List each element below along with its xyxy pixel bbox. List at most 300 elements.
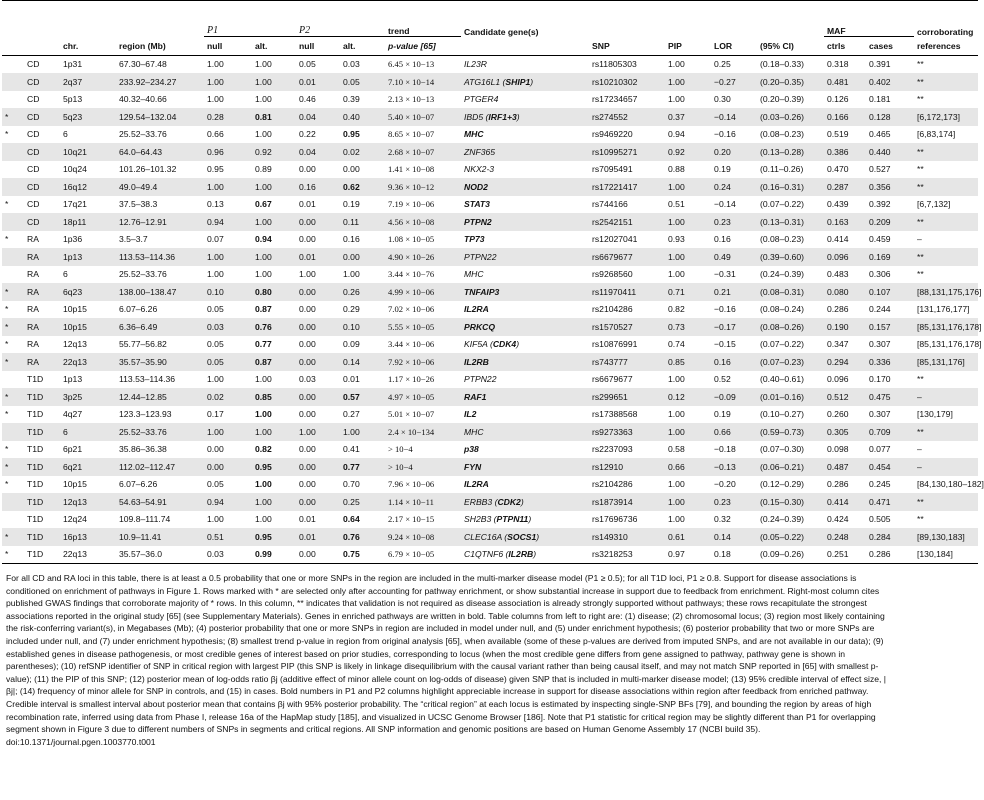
cell-snp: rs17234657 bbox=[592, 94, 638, 105]
cell-lor: −0.17 bbox=[711, 318, 757, 336]
cell-trend-pvalue: 4.56 × 10−08 bbox=[385, 213, 461, 231]
cell-lor: 0.20 bbox=[711, 143, 757, 161]
cell-maf-ctrls: 0.080 bbox=[824, 283, 866, 301]
cell-lor: −0.14 bbox=[711, 108, 757, 126]
cell-chr: 5q23 bbox=[60, 108, 116, 126]
cell-p1-alt: 0.85 bbox=[252, 388, 296, 406]
cell-maf-ctrls: 0.414 bbox=[827, 234, 849, 245]
cell-disease: T1D bbox=[24, 493, 60, 511]
gene-name: NKX2-3 bbox=[464, 164, 495, 175]
cell-p2-null: 1.00 bbox=[296, 423, 340, 441]
cell-star bbox=[2, 493, 24, 511]
cell-star bbox=[2, 213, 24, 231]
cell-lor: 0.52 bbox=[714, 374, 731, 385]
cell-snp: rs1873914 bbox=[589, 493, 665, 511]
cell-chr: 6 bbox=[63, 129, 68, 140]
cell-ci: (0.40–0.61) bbox=[760, 374, 804, 385]
cell-star: * bbox=[2, 388, 24, 406]
cell-p1-alt: 0.82 bbox=[255, 444, 272, 455]
cell-region: 113.53–114.36 bbox=[116, 248, 204, 266]
cell-p1-null: 0.94 bbox=[204, 213, 252, 231]
cell-pip: 0.58 bbox=[668, 444, 685, 455]
cell-trend-pvalue: 1.08 × 10−05 bbox=[388, 234, 435, 245]
cell-region: 12.44–12.85 bbox=[116, 388, 204, 406]
pathway-gene: RAF1 bbox=[464, 391, 487, 402]
cell-chr: 3p25 bbox=[60, 388, 116, 406]
cell-trend-pvalue: 5.01 × 10−07 bbox=[388, 409, 435, 420]
table-row bbox=[2, 546, 978, 564]
cell-chr: 12q13 bbox=[60, 493, 116, 511]
cell-pip: 1.00 bbox=[665, 493, 711, 511]
cell-lor: 0.24 bbox=[711, 178, 757, 196]
cell-p1-alt: 1.00 bbox=[255, 59, 272, 70]
cell-star bbox=[2, 511, 24, 529]
cell-star: * bbox=[2, 108, 24, 126]
pathway-gene: TNFAIP3 bbox=[464, 286, 500, 297]
cell-maf-ctrls: 0.286 bbox=[827, 479, 849, 490]
cell-trend-pvalue: > 10−4 bbox=[385, 458, 461, 476]
cell-star: * bbox=[5, 479, 9, 490]
cell-references: ** bbox=[914, 178, 978, 196]
cell-lor: −0.15 bbox=[714, 339, 736, 350]
cell-p2-alt: 0.00 bbox=[343, 164, 360, 175]
cell-maf-cases: 0.245 bbox=[869, 479, 891, 490]
cell-p2-null: 0.00 bbox=[296, 283, 340, 301]
cell-maf-ctrls: 0.519 bbox=[827, 129, 849, 140]
cell-p2-alt: 1.00 bbox=[340, 423, 385, 441]
cell-pip: 0.51 bbox=[668, 199, 685, 210]
cell-p2-null: 0.22 bbox=[299, 129, 316, 140]
doi-text: doi:10.1371/journal.pgen.1003770.t001 bbox=[6, 736, 156, 747]
cell-snp: rs1570527 bbox=[589, 318, 665, 336]
cell-disease: RA bbox=[24, 318, 60, 336]
gene-name: ERBB3 ( bbox=[464, 496, 498, 507]
gene-name: IBD5 ( bbox=[464, 111, 489, 122]
cell-p2-alt: 0.62 bbox=[340, 178, 385, 196]
cell-pip: 0.94 bbox=[668, 129, 685, 140]
cell-maf-cases: 0.356 bbox=[866, 178, 914, 196]
cell-p1-alt: 0.94 bbox=[255, 234, 272, 245]
cell-maf-cases: 0.459 bbox=[869, 234, 891, 245]
cell-star bbox=[2, 91, 24, 109]
cell-references: ** bbox=[914, 493, 978, 511]
pathway-gene: CDK2 bbox=[497, 496, 521, 507]
cell-maf-ctrls: 0.414 bbox=[824, 493, 866, 511]
gene-name: ) bbox=[528, 514, 532, 525]
cell-snp: rs9268560 bbox=[592, 269, 633, 280]
cell-gene bbox=[461, 493, 589, 511]
cell-gene bbox=[461, 213, 589, 231]
cell-pip: 1.00 bbox=[668, 59, 685, 70]
footnote-text: For all CD and RA loci in this table, there is at least a 0.5 probability that one or more SNPs in the region are included in the multi-marker disease model (P1 ≥ 0.5); for all T1D loci, P1 ≥ 0.8. Support for disease associations is conditioned on enrichment of pathways in Figure 1. Rows marked with * are selected only after accounting for pathway enrichment, or show substantial increase in support due to feedback from enrichment. Right-most column cites published GWAS findings that corroborate majority of * rows. In this column, ** indicates that validation is not required as disease association is already strongly supported without pathways; these rows recapitulate the strongest associations reported in the original study [65] (see Supplementary Materials). Genes in enriched pathways are written in bold. Table columns from left to right are: (1) disease; (2) chromosomal locus; (3) region most likely containing the risk-conferring variant(s), in Megabases (Mb); (4) posterior probability that one or more SNPs in region are included in model under null, and (5) under enrichment hypothesis; (6) posterior probability that two or more SNPs are included under null, and (7) under enrichment hypothesis; (8) smallest trend p-value in region from original analysis [65], when available (some of these p-values are derived from imputed SNPs, and are not available in our data); (9) established genes in disease pathogenesis, or most credible genes of interest based on prior studies, corresponding to locus (when the most credible gene differs from gene assigned to pathway, pathway gene is shown in parentheses); (10) refSNP identifier of SNP in critical region with largest PIP (this SNP is likely in linkage disequilibrium with the causal variant rather than being causal itself, and may not match SNP reported in [65] with smallest p-value); (11) the PIP of this SNP; (12) posterior mean of log-odds ratio βj (additive effect of minor allele count on log-odds of disease) given SNP that is included in multi-marker disease model; (13) 95% credible interval of effect size, |βj|; (14) frequency of minor allele for SNP in controls, and (15) in cases. Bold numbers in P1 and P2 columns highlight appreciable increase in support for disease associations within region after feedback from enriched pathway. Credible interval is smallest interval about posterior mean that contains βj with 95% posterior probability. The “critical region” at each locus is estimated by inspecting single-SNP BFs [79], and bounding the region by areas of high recombination rate, inferred using data from Phase I, release 16a of the HapMap study [185], and visualized in UCSC Genome Browser [186]. Note that P1 statistic for critical region may be slightly different than P1 for overlapping segment shown in Figure 3 due to different numbers of SNPs in segments and critical regions. All SNP information and genomic positions are based on Human Genome Assembly 17 (NCBI build 35). bbox=[6, 573, 887, 735]
cell-star: * bbox=[2, 528, 24, 546]
cell-maf-ctrls: 0.287 bbox=[824, 178, 866, 196]
cell-trend-pvalue: 7.02 × 10−06 bbox=[388, 304, 435, 315]
cell-p1-null: 0.13 bbox=[207, 199, 224, 210]
cell-p1-alt: 1.00 bbox=[255, 374, 272, 385]
cell-chr: 12q13 bbox=[63, 339, 87, 350]
cell-snp: rs11970411 bbox=[589, 283, 665, 301]
gene-name: SH2B3 ( bbox=[464, 514, 497, 525]
cell-ci: (0.07–0.22) bbox=[760, 199, 804, 210]
cell-p2-null: 0.46 bbox=[299, 94, 316, 105]
col-header-0 bbox=[24, 37, 60, 56]
cell-ci: (0.05–0.22) bbox=[757, 528, 824, 546]
cell-ci: (0.07–0.22) bbox=[760, 339, 804, 350]
cell-gene bbox=[461, 476, 589, 494]
cell-p1-null: 1.00 bbox=[207, 59, 224, 70]
cell-p1-alt: 0.87 bbox=[255, 304, 272, 315]
cell-maf-ctrls: 0.294 bbox=[824, 353, 866, 371]
cell-trend-pvalue: 7.19 × 10−06 bbox=[388, 199, 435, 210]
pathway-gene: MHC bbox=[464, 129, 484, 140]
cell-references: – bbox=[917, 444, 922, 455]
table-row bbox=[2, 528, 978, 546]
cell-p2-null: 0.00 bbox=[296, 493, 340, 511]
cell-chr: 10q24 bbox=[63, 164, 87, 175]
cell-star bbox=[2, 371, 24, 389]
gene-name: ) bbox=[530, 76, 534, 87]
cell-region: 35.57–35.90 bbox=[116, 353, 204, 371]
cell-p2-null: 0.00 bbox=[299, 234, 316, 245]
cell-maf-ctrls: 0.126 bbox=[827, 94, 849, 105]
cell-p1-alt: 1.00 bbox=[255, 129, 272, 140]
cell-region: 67.30–67.48 bbox=[119, 59, 167, 70]
cell-disease: T1D bbox=[24, 388, 60, 406]
p2-group-header: P2 bbox=[296, 19, 385, 37]
table-row bbox=[2, 353, 978, 371]
pathway-gene: IL2RB bbox=[508, 549, 534, 560]
cell-chr: 12q24 bbox=[63, 514, 87, 525]
pathway-gene: IL2RA bbox=[464, 304, 489, 315]
cell-maf-ctrls: 0.347 bbox=[827, 339, 849, 350]
cell-disease: CD bbox=[27, 59, 40, 70]
cell-gene bbox=[461, 423, 589, 441]
cell-pip: 0.93 bbox=[668, 234, 685, 245]
cell-trend-pvalue: 4.97 × 10−05 bbox=[385, 388, 461, 406]
cell-star bbox=[2, 178, 24, 196]
col-header-pvalue: p-value [65] bbox=[385, 37, 461, 56]
cell-ci: (0.08–0.23) bbox=[760, 234, 804, 245]
cell-lor: −0.31 bbox=[714, 269, 736, 280]
cell-p1-alt: 0.77 bbox=[255, 339, 272, 350]
cell-ci: (0.08–0.31) bbox=[757, 283, 824, 301]
cell-p2-alt: 0.10 bbox=[340, 318, 385, 336]
cell-snp: rs2104286 bbox=[592, 304, 633, 315]
cell-chr: 17q21 bbox=[63, 199, 87, 210]
gene-name: ) bbox=[516, 339, 520, 350]
cell-references: ** bbox=[914, 248, 978, 266]
cell-lor: 0.18 bbox=[711, 546, 757, 564]
cell-gene bbox=[461, 301, 589, 319]
pathway-gene: PTPN2 bbox=[464, 216, 492, 227]
cell-p2-alt: 0.29 bbox=[343, 304, 360, 315]
cell-maf-cases: 0.170 bbox=[869, 374, 891, 385]
pathway-gene: CDK4 bbox=[492, 339, 517, 350]
cell-p2-alt: 0.03 bbox=[343, 59, 360, 70]
cell-maf-ctrls: 0.190 bbox=[824, 318, 866, 336]
cell-p1-alt: 0.67 bbox=[255, 199, 272, 210]
cell-region: 54.63–54.91 bbox=[116, 493, 204, 511]
cell-maf-cases: 0.336 bbox=[866, 353, 914, 371]
cell-region: 123.3–123.93 bbox=[119, 409, 172, 420]
cell-ci: (0.13–0.28) bbox=[757, 143, 824, 161]
cell-chr: 1p31 bbox=[63, 59, 83, 70]
cell-disease: T1D bbox=[27, 374, 44, 385]
cell-p1-null: 0.03 bbox=[204, 318, 252, 336]
cell-star: * bbox=[2, 283, 24, 301]
cell-disease: CD bbox=[24, 108, 60, 126]
trend-group-header: trend bbox=[385, 19, 461, 37]
table-row bbox=[2, 388, 978, 406]
cell-chr: 16p13 bbox=[60, 528, 116, 546]
col-header-p2-null: null bbox=[296, 37, 340, 56]
maf-group-header: MAF bbox=[824, 19, 914, 37]
cell-references: [130,179] bbox=[917, 409, 953, 420]
pathway-gene: PTPN11 bbox=[496, 514, 529, 525]
cell-pip: 0.74 bbox=[668, 339, 685, 350]
cell-p1-null: 1.00 bbox=[204, 73, 252, 91]
cell-maf-ctrls: 0.481 bbox=[824, 73, 866, 91]
cell-references: [85,131,176,178] bbox=[914, 318, 978, 336]
cell-lor: 0.25 bbox=[714, 59, 731, 70]
cell-region: 113.53–114.36 bbox=[119, 374, 176, 385]
cell-chr: 16q12 bbox=[60, 178, 116, 196]
cell-snp: rs3218253 bbox=[589, 546, 665, 564]
cell-pip: 0.82 bbox=[668, 304, 685, 315]
cell-region: 112.02–112.47 bbox=[116, 458, 204, 476]
cell-references: [6,172,173] bbox=[914, 108, 978, 126]
cell-gene bbox=[461, 161, 589, 179]
cell-p1-null: 0.02 bbox=[204, 388, 252, 406]
cell-lor: −0.20 bbox=[714, 479, 736, 490]
pathway-gene: p38 bbox=[464, 444, 479, 455]
cell-trend-pvalue: 7.96 × 10−06 bbox=[388, 479, 435, 490]
cell-references: [85,131,176,178] bbox=[917, 339, 982, 350]
cell-lor: 0.16 bbox=[711, 353, 757, 371]
cell-region: 25.52–33.76 bbox=[119, 129, 167, 140]
cell-maf-cases: 0.391 bbox=[869, 59, 891, 70]
cell-chr: 6 bbox=[63, 269, 68, 280]
pathway-gene: IL2RA bbox=[464, 479, 489, 490]
cell-gene bbox=[461, 353, 589, 371]
cell-lor: −0.14 bbox=[714, 199, 736, 210]
cell-gene bbox=[461, 406, 589, 424]
cell-p2-alt: 0.02 bbox=[340, 143, 385, 161]
cell-star: * bbox=[5, 199, 9, 210]
cell-references: – bbox=[914, 458, 978, 476]
cell-chr: 2q37 bbox=[60, 73, 116, 91]
cell-p2-alt: 0.27 bbox=[343, 409, 360, 420]
cell-p1-null: 0.00 bbox=[207, 444, 224, 455]
cell-trend-pvalue: 7.10 × 10−14 bbox=[385, 73, 461, 91]
cell-p1-null: 0.95 bbox=[207, 164, 224, 175]
table-row bbox=[2, 231, 978, 249]
cell-pip: 0.66 bbox=[665, 458, 711, 476]
cell-maf-ctrls: 0.286 bbox=[827, 304, 849, 315]
cell-trend-pvalue: 4.99 × 10−06 bbox=[385, 283, 461, 301]
cell-star: * bbox=[5, 444, 9, 455]
cell-p1-null: 0.00 bbox=[204, 458, 252, 476]
cell-p2-alt: 0.57 bbox=[340, 388, 385, 406]
cell-snp: rs9469220 bbox=[592, 129, 633, 140]
cell-references: ** bbox=[914, 213, 978, 231]
cell-references: ** bbox=[917, 374, 924, 385]
cell-lor: 0.19 bbox=[714, 409, 731, 420]
cell-trend-pvalue: 6.45 × 10−13 bbox=[388, 59, 435, 70]
cell-maf-cases: 0.244 bbox=[869, 304, 891, 315]
cell-p2-alt: 0.64 bbox=[343, 514, 360, 525]
cell-maf-cases: 0.454 bbox=[866, 458, 914, 476]
col-header-p1-alt: alt. bbox=[252, 37, 296, 56]
cell-disease: RA bbox=[24, 248, 60, 266]
cell-ci: (0.08–0.24) bbox=[760, 304, 804, 315]
cell-p2-alt: 0.41 bbox=[343, 444, 360, 455]
cell-pip: 0.97 bbox=[665, 546, 711, 564]
cell-lor: −0.16 bbox=[714, 304, 736, 315]
cell-p2-alt: 0.77 bbox=[340, 458, 385, 476]
cell-maf-ctrls: 0.439 bbox=[827, 199, 849, 210]
cell-maf-ctrls: 0.483 bbox=[827, 269, 849, 280]
col-header-chr: chr. bbox=[60, 37, 116, 56]
cell-ci: (0.24–0.39) bbox=[760, 514, 804, 525]
cell-gene bbox=[461, 73, 589, 91]
cell-ci: (0.07–0.30) bbox=[760, 444, 804, 455]
cell-ci: (0.15–0.30) bbox=[757, 493, 824, 511]
cell-trend-pvalue: 5.40 × 10−07 bbox=[385, 108, 461, 126]
cell-p1-null: 0.28 bbox=[204, 108, 252, 126]
table-footnote bbox=[2, 564, 902, 748]
gene-name: IL23R bbox=[464, 59, 487, 70]
cell-chr: 1p13 bbox=[60, 248, 116, 266]
cell-pip: 0.92 bbox=[665, 143, 711, 161]
cell-snp: rs2237093 bbox=[592, 444, 633, 455]
cell-ci: (0.10–0.27) bbox=[760, 409, 804, 420]
cell-p2-null: 0.05 bbox=[299, 59, 316, 70]
table-row bbox=[2, 476, 978, 494]
cell-p1-null: 0.66 bbox=[207, 129, 224, 140]
gene-name: MHC bbox=[464, 269, 484, 280]
cell-region: 40.32–40.66 bbox=[119, 94, 167, 105]
cell-star bbox=[2, 248, 24, 266]
pathway-gene: IRF1+3 bbox=[488, 111, 517, 122]
cell-disease: CD bbox=[24, 178, 60, 196]
cell-trend-pvalue: 6.79 × 10−05 bbox=[385, 546, 461, 564]
cell-p2-null: 0.16 bbox=[296, 178, 340, 196]
cell-p2-null: 0.00 bbox=[299, 479, 316, 490]
cell-maf-ctrls: 0.251 bbox=[824, 546, 866, 564]
cell-disease: T1D bbox=[24, 423, 60, 441]
cell-chr: 10p15 bbox=[60, 318, 116, 336]
cell-p1-alt: 0.95 bbox=[252, 528, 296, 546]
cell-ci: (0.20–0.39) bbox=[760, 94, 804, 105]
pathway-gene: STAT3 bbox=[464, 199, 490, 210]
cell-gene bbox=[461, 458, 589, 476]
cell-ci: (0.16–0.31) bbox=[757, 178, 824, 196]
cell-trend-pvalue: > 10−4 bbox=[388, 444, 413, 455]
pathway-gene: SHIP1 bbox=[505, 76, 531, 87]
cell-p1-alt: 0.80 bbox=[252, 283, 296, 301]
cell-p1-null: 0.05 bbox=[207, 339, 224, 350]
cell-maf-cases: 0.286 bbox=[866, 546, 914, 564]
cell-disease: RA bbox=[27, 234, 39, 245]
cell-trend-pvalue: 1.41 × 10−08 bbox=[388, 164, 435, 175]
cell-gene bbox=[461, 371, 589, 389]
cell-chr: 4q27 bbox=[63, 409, 83, 420]
table-row bbox=[2, 196, 978, 214]
cell-trend-pvalue: 2.68 × 10−07 bbox=[385, 143, 461, 161]
cell-snp: rs9273363 bbox=[589, 423, 665, 441]
table-row bbox=[2, 126, 978, 144]
cell-maf-cases: 0.128 bbox=[866, 108, 914, 126]
col-header-ctrls: ctrls bbox=[824, 37, 866, 56]
cell-gene bbox=[461, 388, 589, 406]
cell-p1-alt: 0.92 bbox=[252, 143, 296, 161]
cell-lor: 0.19 bbox=[714, 164, 731, 175]
pathway-gene: PRKCQ bbox=[464, 321, 496, 332]
table-row bbox=[2, 213, 978, 231]
cell-maf-ctrls: 0.098 bbox=[827, 444, 849, 455]
cell-p1-null: 1.00 bbox=[204, 248, 252, 266]
cell-lor: 0.32 bbox=[714, 514, 731, 525]
cell-star bbox=[2, 161, 24, 179]
cell-star bbox=[2, 55, 24, 73]
cell-star: * bbox=[5, 234, 9, 245]
cell-p2-alt: 0.05 bbox=[340, 73, 385, 91]
cell-gene bbox=[461, 318, 589, 336]
gene-name: C1QTNF6 ( bbox=[464, 549, 509, 560]
cell-trend-pvalue: 3.44 × 10−76 bbox=[388, 269, 435, 280]
cell-pip: 0.61 bbox=[665, 528, 711, 546]
cell-disease: RA bbox=[27, 269, 39, 280]
cell-snp: rs6679677 bbox=[592, 374, 633, 385]
cell-snp: rs2542151 bbox=[589, 213, 665, 231]
table-row bbox=[2, 73, 978, 91]
cell-pip: 1.00 bbox=[665, 248, 711, 266]
cell-chr: 18p11 bbox=[60, 213, 116, 231]
cell-chr: 22q13 bbox=[60, 353, 116, 371]
cell-chr: 6q23 bbox=[60, 283, 116, 301]
cell-pip: 0.73 bbox=[665, 318, 711, 336]
cell-chr: 10p15 bbox=[63, 304, 87, 315]
cell-pip: 1.00 bbox=[665, 73, 711, 91]
cell-p2-alt: 0.75 bbox=[340, 546, 385, 564]
cell-pip: 1.00 bbox=[668, 374, 685, 385]
cell-gene bbox=[461, 196, 589, 214]
cell-p2-null: 0.00 bbox=[299, 339, 316, 350]
cell-gene bbox=[461, 248, 589, 266]
cell-references: ** bbox=[914, 73, 978, 91]
cell-disease: RA bbox=[27, 339, 39, 350]
gene-name: ZNF365 bbox=[464, 146, 496, 157]
cell-p2-alt: 0.26 bbox=[340, 283, 385, 301]
table-header bbox=[2, 1, 978, 56]
cell-region: 138.00–138.47 bbox=[116, 283, 204, 301]
table-row bbox=[2, 283, 978, 301]
cell-trend-pvalue: 4.90 × 10−26 bbox=[385, 248, 461, 266]
cell-references: [85,131,176] bbox=[914, 353, 978, 371]
cell-p1-alt: 0.76 bbox=[252, 318, 296, 336]
col-header-references: references bbox=[914, 37, 978, 56]
cell-trend-pvalue: 7.92 × 10−06 bbox=[385, 353, 461, 371]
cell-disease: CD bbox=[24, 143, 60, 161]
cell-chr: 1p13 bbox=[63, 374, 83, 385]
cell-p2-alt: 0.76 bbox=[340, 528, 385, 546]
cell-pip: 0.37 bbox=[665, 108, 711, 126]
cell-snp: rs10210302 bbox=[589, 73, 665, 91]
cell-region: 37.5–38.3 bbox=[119, 199, 158, 210]
cell-p2-null: 0.00 bbox=[296, 318, 340, 336]
